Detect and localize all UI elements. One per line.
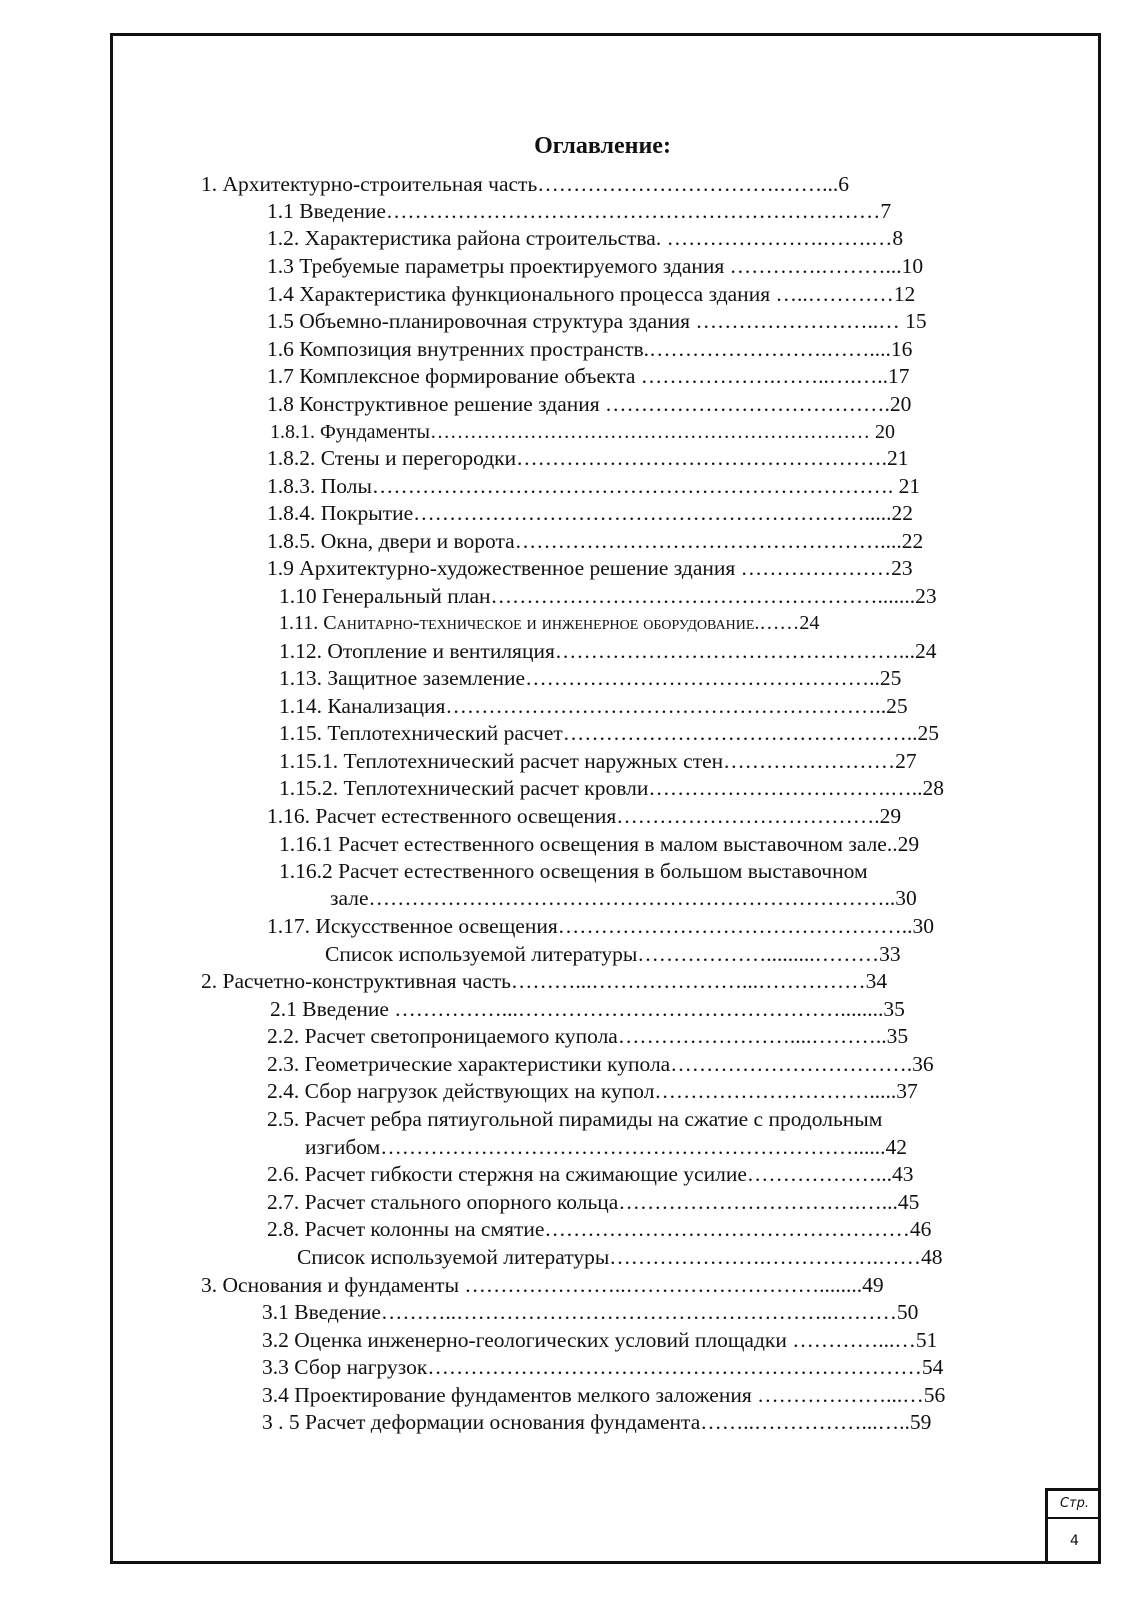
toc-entry: 1.8.3. Полы………………………………………………………………. 21 [267, 474, 921, 498]
toc-entry: Список используемой литературы……………….........………33 [325, 942, 901, 966]
toc-entry: 1.9 Архитектурно-художественное решение здания …………………23 [267, 556, 913, 580]
toc-entry: 3.2 Оценка инженерно-геологических условий площадки …………...…51 [262, 1328, 938, 1352]
toc-entry: 1. Архитектурно-строительная часть…………………………….……...6 [201, 172, 850, 196]
page-number: 4 [1070, 1533, 1079, 1549]
toc-entry: 2.6. Расчет гибкости стержня на сжимающие усилие………………...43 [267, 1162, 914, 1186]
toc-title: Оглавление: [534, 133, 671, 159]
toc-entry: 1.8.5. Окна, двери и ворота……………………………………………....22 [267, 529, 924, 553]
toc-entry: 2.5. Расчет ребра пятиугольной пирамиды на сжатие с продольным [267, 1107, 883, 1131]
toc-entry: 3.1 Введение………..……………………………………………..………50 [262, 1300, 919, 1324]
toc-entry: 2.1 Введение ……………...………………………………………........35 [270, 997, 905, 1021]
stamp-label: Стр. [1048, 1491, 1101, 1519]
toc-entry: 2.8. Расчет колонны на смятие……………………………………………46 [267, 1217, 932, 1241]
toc-entry: 1.16.1 Расчет естественного освещения в малом выставочном зале..29 [279, 832, 920, 856]
toc-entry: 1.15. Теплотехнический расчет…………………………………………..25 [279, 721, 940, 745]
toc-entry: 1.16.2 Расчет естественного освещения в большом выставочном [279, 859, 868, 883]
toc-entry: изгибом…………………………………………………………......42 [305, 1135, 907, 1159]
toc-entry: 1.8.1. Фундаменты………………………………………………………… 20 [270, 421, 895, 443]
toc-entry: 1.4 Характеристика функционального процесса здания …..…………12 [267, 282, 916, 306]
toc-entry: 1.2. Характеристика района строительства. ………………….…….…8 [267, 226, 904, 250]
toc-entry: 1.1 Введение……………………………………………………………7 [267, 199, 892, 223]
toc-entry: 2.4. Сбор нагрузок действующих на купол………………………….....37 [267, 1079, 918, 1103]
toc-entry: зале………………………………………………………………..30 [330, 886, 917, 910]
toc-entry: 1.12. Отопление и вентиляция…………………………………………...24 [279, 639, 937, 663]
toc-entry: 2.2. Расчет светопроницаемого купола……………………....………..35 [267, 1024, 909, 1048]
page-stamp [1045, 1488, 1101, 1564]
toc-entry: 1.11. Санитарно-техническое и инженерное оборудование.……24 [279, 612, 820, 634]
toc-entry: 1.7 Комплексное формирование объекта ……………….……..….…..17 [267, 364, 910, 388]
toc-entry: 1.17. Искусственное освещения…………………………………………..30 [267, 914, 934, 938]
toc-entry: 1.15.2. Теплотехнический расчет кровли…………………………….…..28 [279, 776, 944, 800]
toc-entry: 2.3. Геометрические характеристики купола…………………………….36 [267, 1052, 934, 1076]
toc-entry: Список используемой литературы………………….…………….……48 [297, 1245, 943, 1269]
toc-entry: 1.3 Требуемые параметры проектируемого здания ………….………...10 [267, 254, 924, 278]
toc-entry: 2. Расчетно-конструктивная часть………...…………………...……………34 [201, 969, 888, 993]
toc-entry: 3.3 Сбор нагрузок……………………………………………………………54 [262, 1355, 944, 1379]
toc-entry: 1.16. Расчет естественного освещения……………………………….29 [267, 804, 902, 828]
toc-entry: 1.6 Композиция внутренних пространств.…………………….……....16 [267, 337, 913, 361]
toc-entry: 3.4 Проектирование фундаментов мелкого заложения ………………...…56 [262, 1383, 946, 1407]
toc-entry: 3. Основания и фундаменты …………………..………………………........49 [201, 1273, 884, 1297]
toc-entry: 1.10 Генеральный план……………………………………………….......23 [279, 584, 937, 608]
toc-entry: 1.8.2. Стены и перегородки…………………………………………….21 [267, 446, 909, 470]
toc-entry: 1.8.4. Покрытие……………………………………………………….....22 [267, 501, 913, 525]
toc-entry: 1.8 Конструктивное решение здания ………………………………….20 [267, 392, 912, 416]
toc-entry: 1.5 Объемно-планировочная структура здания ……………………..… 15 [267, 309, 927, 333]
toc-entry: 1.15.1. Теплотехнический расчет наружных стен……………………27 [279, 749, 917, 773]
toc-entry: 1.13. Защитное заземление…………………………………………..25 [279, 666, 902, 690]
toc-entry: 2.7. Расчет стального опорного кольца…………………………….…...45 [267, 1190, 920, 1214]
toc-entry: 1.14. Канализация……………………………………………………..25 [279, 694, 908, 718]
toc-entry: 3 . 5 Расчет деформации основания фундамента……..……………...…..59 [262, 1410, 932, 1434]
